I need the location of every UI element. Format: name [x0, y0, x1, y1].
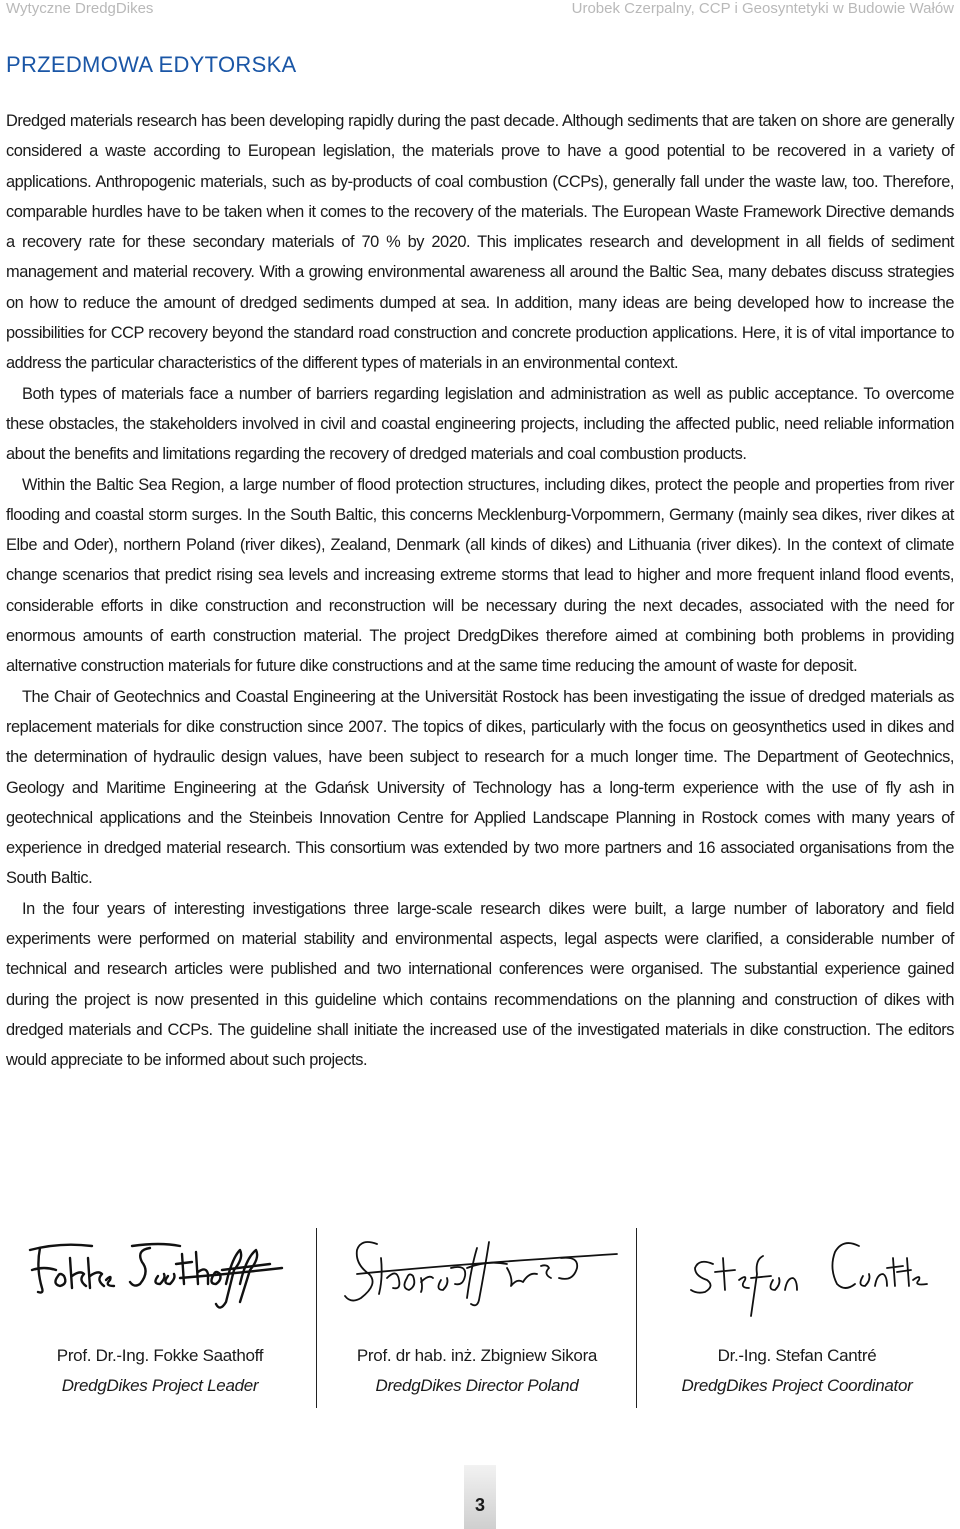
signatory-role: DredgDikes Director Poland: [375, 1376, 579, 1395]
signatory-name: Dr.-Ing. Stefan Cantré: [717, 1346, 877, 1365]
page-number: 3: [474, 1495, 485, 1515]
signature-block-sikora: [316, 1228, 637, 1408]
body-text: [6, 106, 954, 1076]
signatory-name: Prof. Dr.-Ing. Fokke Saathoff: [56, 1346, 264, 1365]
signature-sikora-image: [317, 1228, 637, 1328]
signature-saathoff-image: [0, 1228, 320, 1328]
signature-block-cantre: [636, 1228, 957, 1408]
running-header-left: Wytyczne DredgDikes: [6, 0, 154, 17]
signatory-role: DredgDikes Project Leader: [61, 1376, 259, 1395]
paragraph-1: Dredged materials research has been developing rapidly during the past decade. Although sediments that are taken on shore are generally considered a waste according to European legislation, the materials prove to have a good potential to be recovered in a variety of applications. Anthropogenic materials, such as by-products of coal combustion (CCPs), generally fall under the waste law, too. Therefore, comparable hurdles have to be taken when it comes to the recovery of the materials. The European Waste Framework Directive demands a recovery rate for these secondary materials of 70 % by 2020. This implicates research and development in all fields of sediment management and material recovery. With a growing environmental awareness all around the Baltic Sea, many debates discuss strategies on how to reduce the amount of dredged sediments dumped at sea. In addition, many ideas are being developed how to increase the possibilities for CCP recovery beyond the standard road construction and concrete production applications. Here, it is of vital importance to address the particular characteristics of the different types of materials in an environmental context.: [6, 112, 954, 373]
signatory-role: DredgDikes Project Coordinator: [681, 1376, 913, 1395]
running-header-right: Urobek Czerpalny, CCP i Geosyntetyki w Budowie Wałów: [571, 0, 954, 17]
signature-block-saathoff: [0, 1228, 320, 1408]
paragraph-2: Both types of materials face a number of barriers regarding legislation and administration as well as public acceptance. To overcome these obstacles, the stakeholders involved in civil and coastal engineering projects, including the affected public, need reliable information about the benefits and limitations regarding the recovery of dredged materials and coal combustion products.: [6, 384, 954, 464]
paragraph-3: Within the Baltic Sea Region, a large number of flood protection structures, including dikes, protect the people and properties from river flooding and coastal storm surges. In the South Baltic, this concerns Mecklenburg-Vorpommern, Germany (mainly sea dikes, river dikes at Elbe and Oder), northern Poland (river dikes), Zealand, Denmark (all kinds of dikes) and Lithuania (river dikes). In the context of climate change scenarios that predict rising sea levels and increasing extreme storms that lead to higher and more frequent inland flood events, considerable efforts in dike construction and reconstruction will be necessary during the next decades, associated with the need for enormous amounts of earth construction material. The project DredgDikes therefore aimed at combining both problems in providing alternative construction materials for future dike constructions and at the same time reducing the amount of waste for deposit.: [6, 475, 954, 676]
paragraph-5: In the four years of interesting investigations three large-scale research dikes were built, a large number of laboratory and field experiments were performed on material stability and environmental aspects, legal aspects were clarified, a considerable number of technical and research articles were published and two international conferences were organised. The substantial experience gained during the project is now presented in this guideline which contains recommendations on the planning and construction of dikes with dredged materials and CCPs. The guideline shall initiate the increased use of the investigated materials in dike construction. The editors would appreciate to be informed about such projects.: [6, 899, 954, 1070]
signature-cantre-image: [637, 1228, 957, 1328]
section-title: PRZEDMOWA EDYTORSKA: [6, 52, 297, 77]
paragraph-4: The Chair of Geotechnics and Coastal Engineering at the Universität Rostock has been investigating the issue of dredged materials as replacement materials for dike construction since 2007. The topics of dikes, particularly with the focus on geosynthetics used in dikes and the determination of hydraulic design values, have been subject to research for a much longer time. The Department of Geotechnics, Geology and Maritime Engineering at the Gdańsk University of Technology has a long-term experience with the use of fly ash in geotechnical applications and the Steinbeis Innovation Centre for Applied Landscape Planning in Rostock comes with many years of experience in dredged material research. This consortium was extended by two more partners and 16 associated organisations from the South Baltic.: [6, 687, 954, 888]
page-number-tab: [464, 1465, 496, 1529]
signatory-name: Prof. dr hab. inż. Zbigniew Sikora: [356, 1346, 598, 1365]
